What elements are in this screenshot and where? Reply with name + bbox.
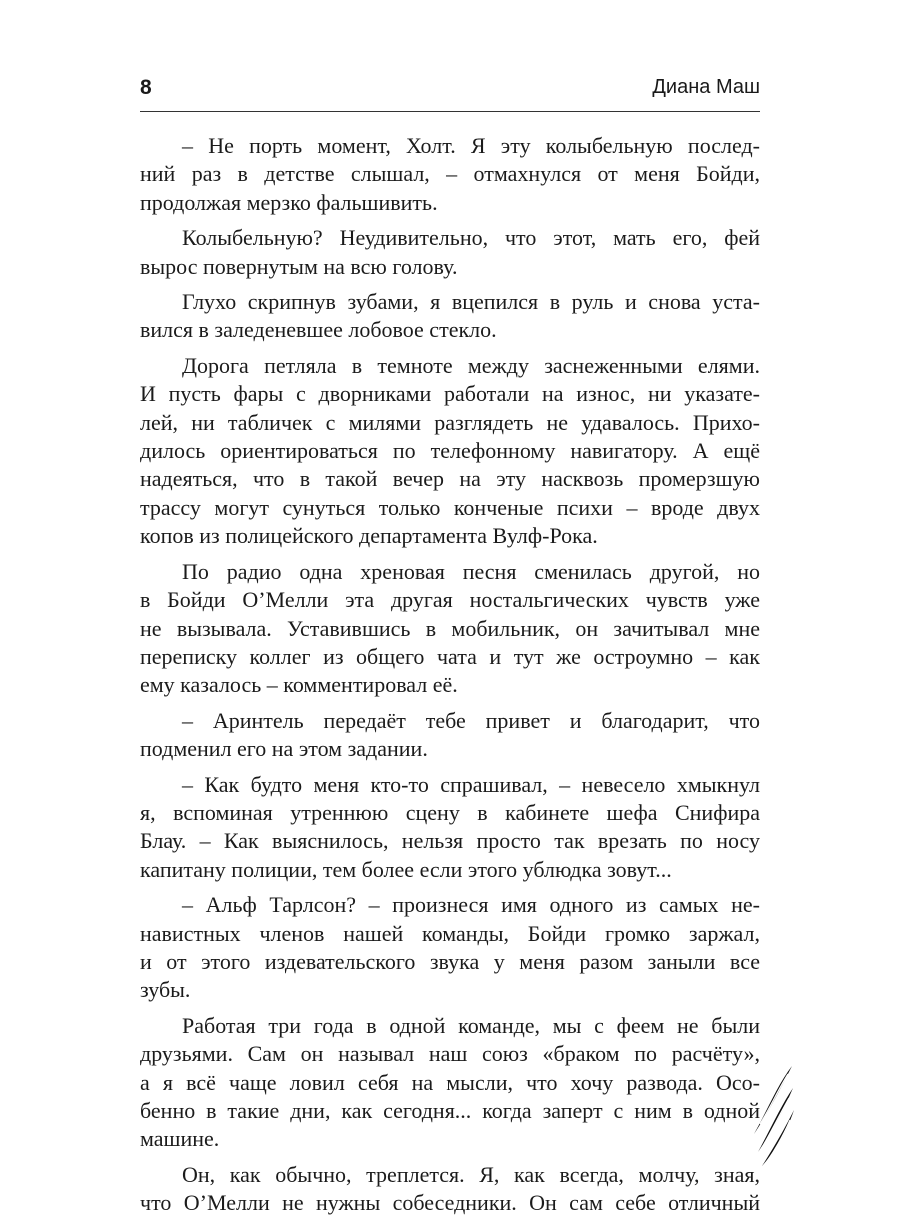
text-line: По радио одна хреновая песня сменилась другой, но [182, 558, 760, 584]
text-line: Он, как обычно, треплется. Я, как всегда, молчу, зная, [182, 1161, 760, 1187]
paragraph [140, 707, 760, 764]
text-line: лей, ни табличек с милями разглядеть не удавалось. Прихо- [140, 409, 760, 435]
text-line: Дорога петляла в темноте между заснеженными елями. [182, 352, 760, 378]
text-line: Работая три года в одной команде, мы с феем не были [182, 1012, 760, 1038]
paragraph [140, 1161, 760, 1218]
text-line: бенно в такие дни, как сегодня... когда заперт с ним в одной [140, 1098, 760, 1123]
paragraph [140, 1012, 760, 1154]
text-line: копов из полицейского департамента Вулф-Рока. [140, 523, 598, 549]
text-line: что О’Мелли не нужны собеседники. Он сам себе отличный [140, 1190, 760, 1216]
text-line: а я всё чаще ловил себя на мысли, что хочу развода. Осо- [140, 1069, 760, 1095]
text-line: – Не порть момент, Холт. Я эту колыбельную послед- [182, 133, 760, 158]
text-line: зубы. [140, 977, 191, 1003]
paragraph [140, 224, 760, 281]
paragraph [140, 288, 760, 345]
text-line: не вызывала. Уставившись в мобильник, он зачитывал мне [140, 615, 760, 641]
text-line: и от этого издевательского звука у меня разом заныли все [140, 948, 760, 974]
text-line: переписку коллег из общего чата и тут же остроумно – как [140, 643, 760, 669]
body-text [140, 132, 760, 1225]
text-line: машине. [140, 1126, 220, 1152]
text-line: ний раз в детстве слышал, – отмахнулся от меня Бойди, [140, 161, 760, 187]
text-line: дилось ориентироваться по телефонному навигатору. А ещё [140, 438, 760, 464]
text-line: И пусть фары с дворниками работали на износ, ни указате- [140, 381, 760, 407]
text-line: подменил его на этом задании. [140, 736, 428, 762]
text-line: – Альф Тарлсон? – произнеся имя одного из самых не- [182, 892, 760, 918]
text-line: в Бойди О’Мелли эта другая ностальгических чувств уже [140, 587, 760, 613]
text-line: надеяться, что в такой вечер на эту насквозь промерзшую [140, 466, 760, 492]
paragraph [140, 352, 760, 551]
paragraph [140, 132, 760, 217]
text-line: я, вспоминая утреннюю сцену в кабинете шефа Снифира [140, 799, 760, 825]
author-running-head: Диана Маш [652, 76, 760, 98]
text-line: Блау. – Как выяснилось, нельзя просто так врезать по носу [140, 828, 760, 854]
text-line: капитану полиции, тем более если этого ублюдка зовут... [140, 856, 672, 882]
page-number: 8 [140, 76, 152, 99]
paragraph [140, 558, 760, 700]
claw-marks-icon [748, 1064, 794, 1168]
text-line: Колыбельную? Неудивительно, что этот, мать его, фей [182, 225, 760, 251]
text-line: трассу могут сунуться только конченые психи – вроде двух [140, 494, 760, 520]
text-line: – Аринтель передаёт тебе привет и благодарит, что [182, 707, 760, 733]
text-line: навистных членов нашей команды, Бойди громко заржал, [140, 920, 760, 946]
text-line: продолжая мерзко фальшивить. [140, 189, 438, 215]
text-line: друзьями. Сам он называл наш союз «браком по расчёту», [140, 1041, 760, 1067]
text-line: вырос повернутым на всю голову. [140, 253, 458, 279]
paragraph [140, 891, 760, 1005]
text-line: – Как будто меня кто-то спрашивал, – невесело хмыкнул [182, 771, 760, 797]
paragraph [140, 771, 760, 885]
text-line: Глухо скрипнув зубами, я вцепился в руль и снова уста- [182, 289, 760, 315]
page-header [140, 76, 760, 102]
header-rule [140, 111, 760, 112]
text-line: ему казалось – комментировал её. [140, 672, 458, 698]
text-line: вился в заледеневшее лобовое стекло. [140, 317, 497, 343]
